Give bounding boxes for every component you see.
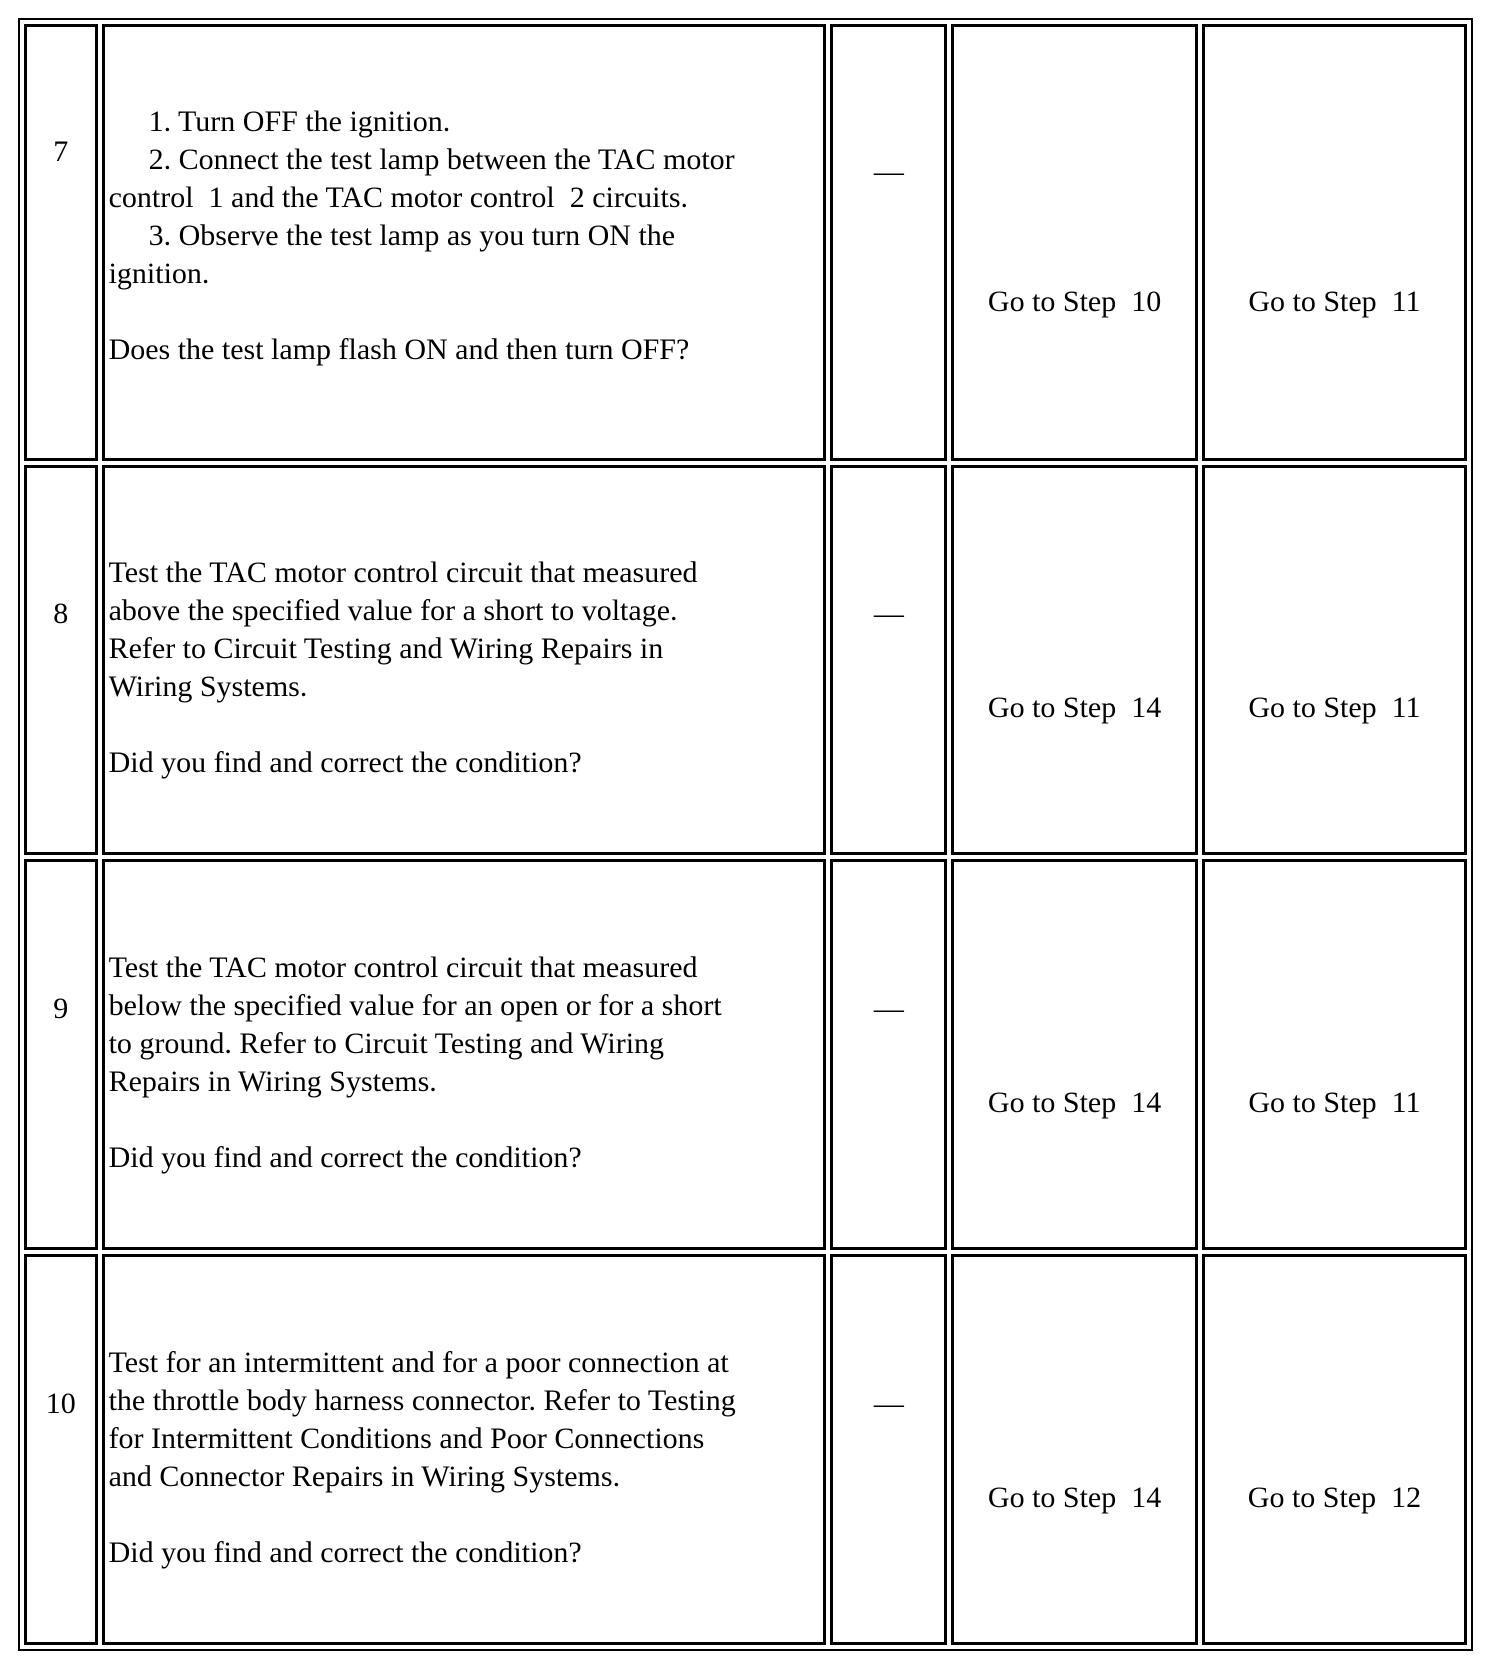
no-cell bbox=[1202, 859, 1467, 1250]
table-row bbox=[24, 859, 1467, 1250]
table-row bbox=[24, 1254, 1467, 1645]
step-number: 10 bbox=[45, 1386, 76, 1420]
no-cell bbox=[1202, 24, 1467, 461]
yes-go-to-step: Go to Step 14 bbox=[987, 1085, 1162, 1119]
action-line: 3. Observe the test lamp as you turn ON the bbox=[148, 219, 676, 253]
action-cell bbox=[102, 24, 827, 461]
action-line: the throttle body harness connector. Refer to Testing bbox=[108, 1383, 736, 1417]
action-line: for Intermittent Conditions and Poor Connections bbox=[108, 1421, 705, 1455]
spacer bbox=[109, 1496, 820, 1534]
value-cell bbox=[830, 465, 947, 856]
value-dash: — bbox=[873, 991, 904, 1025]
diagnostic-table-frame bbox=[18, 18, 1473, 1651]
yes-cell bbox=[951, 1254, 1198, 1645]
step-number-cell bbox=[24, 1254, 98, 1645]
action-line: Test the TAC motor control circuit that measured bbox=[108, 950, 698, 984]
yes-cell bbox=[951, 859, 1198, 1250]
action-question: Did you find and correct the condition? bbox=[108, 746, 582, 780]
spacer bbox=[109, 706, 820, 744]
action-cell bbox=[102, 1254, 827, 1645]
action-line: Test for an intermittent and for a poor connection at bbox=[108, 1345, 729, 1379]
action-line: and Connector Repairs in Wiring Systems. bbox=[108, 1459, 621, 1493]
step-number: 8 bbox=[53, 597, 69, 631]
action-cell bbox=[102, 465, 827, 856]
action-question: Does the test lamp flash ON and then turn OFF? bbox=[108, 333, 690, 367]
value-cell bbox=[830, 859, 947, 1250]
action-line: Refer to Circuit Testing and Wiring Repairs in bbox=[108, 632, 664, 666]
table-row bbox=[24, 465, 1467, 856]
action-line: 2. Connect the test lamp between the TAC motor bbox=[148, 143, 735, 177]
action-line: above the specified value for a short to voltage. bbox=[108, 594, 678, 628]
value-dash: — bbox=[873, 597, 904, 631]
yes-cell bbox=[951, 465, 1198, 856]
value-dash: — bbox=[873, 1386, 904, 1420]
yes-go-to-step: Go to Step 10 bbox=[987, 285, 1162, 319]
action-cell bbox=[102, 859, 827, 1250]
value-dash: — bbox=[873, 155, 904, 189]
step-number-cell bbox=[24, 859, 98, 1250]
action-line: below the specified value for an open or for a short bbox=[108, 988, 722, 1022]
step-number-cell bbox=[24, 465, 98, 856]
yes-go-to-step: Go to Step 14 bbox=[987, 1480, 1162, 1514]
no-go-to-step: Go to Step 11 bbox=[1248, 1085, 1421, 1119]
table-row bbox=[24, 24, 1467, 461]
action-line: Wiring Systems. bbox=[108, 670, 308, 704]
step-number: 9 bbox=[53, 991, 69, 1025]
action-line: to ground. Refer to Circuit Testing and Wiring bbox=[108, 1026, 665, 1060]
no-go-to-step: Go to Step 12 bbox=[1247, 1480, 1422, 1514]
step-number-cell bbox=[24, 24, 98, 461]
action-line: Repairs in Wiring Systems. bbox=[108, 1064, 437, 1098]
action-line: control 1 and the TAC motor control 2 circuits. bbox=[108, 181, 688, 215]
spacer bbox=[109, 1101, 820, 1139]
action-question: Did you find and correct the condition? bbox=[108, 1140, 582, 1174]
yes-go-to-step: Go to Step 14 bbox=[987, 691, 1162, 725]
action-line: Test the TAC motor control circuit that measured bbox=[108, 556, 698, 590]
action-question: Did you find and correct the condition? bbox=[108, 1535, 582, 1569]
diagnostic-table bbox=[20, 20, 1471, 1649]
yes-cell bbox=[951, 24, 1198, 461]
action-line: 1. Turn OFF the ignition. bbox=[148, 105, 451, 139]
no-go-to-step: Go to Step 11 bbox=[1248, 285, 1421, 319]
no-cell bbox=[1202, 1254, 1467, 1645]
value-cell bbox=[830, 1254, 947, 1645]
no-go-to-step: Go to Step 11 bbox=[1248, 691, 1421, 725]
spacer bbox=[109, 293, 820, 331]
no-cell bbox=[1202, 465, 1467, 856]
step-number: 7 bbox=[53, 135, 69, 169]
value-cell bbox=[830, 24, 947, 461]
action-line: ignition. bbox=[108, 257, 210, 291]
